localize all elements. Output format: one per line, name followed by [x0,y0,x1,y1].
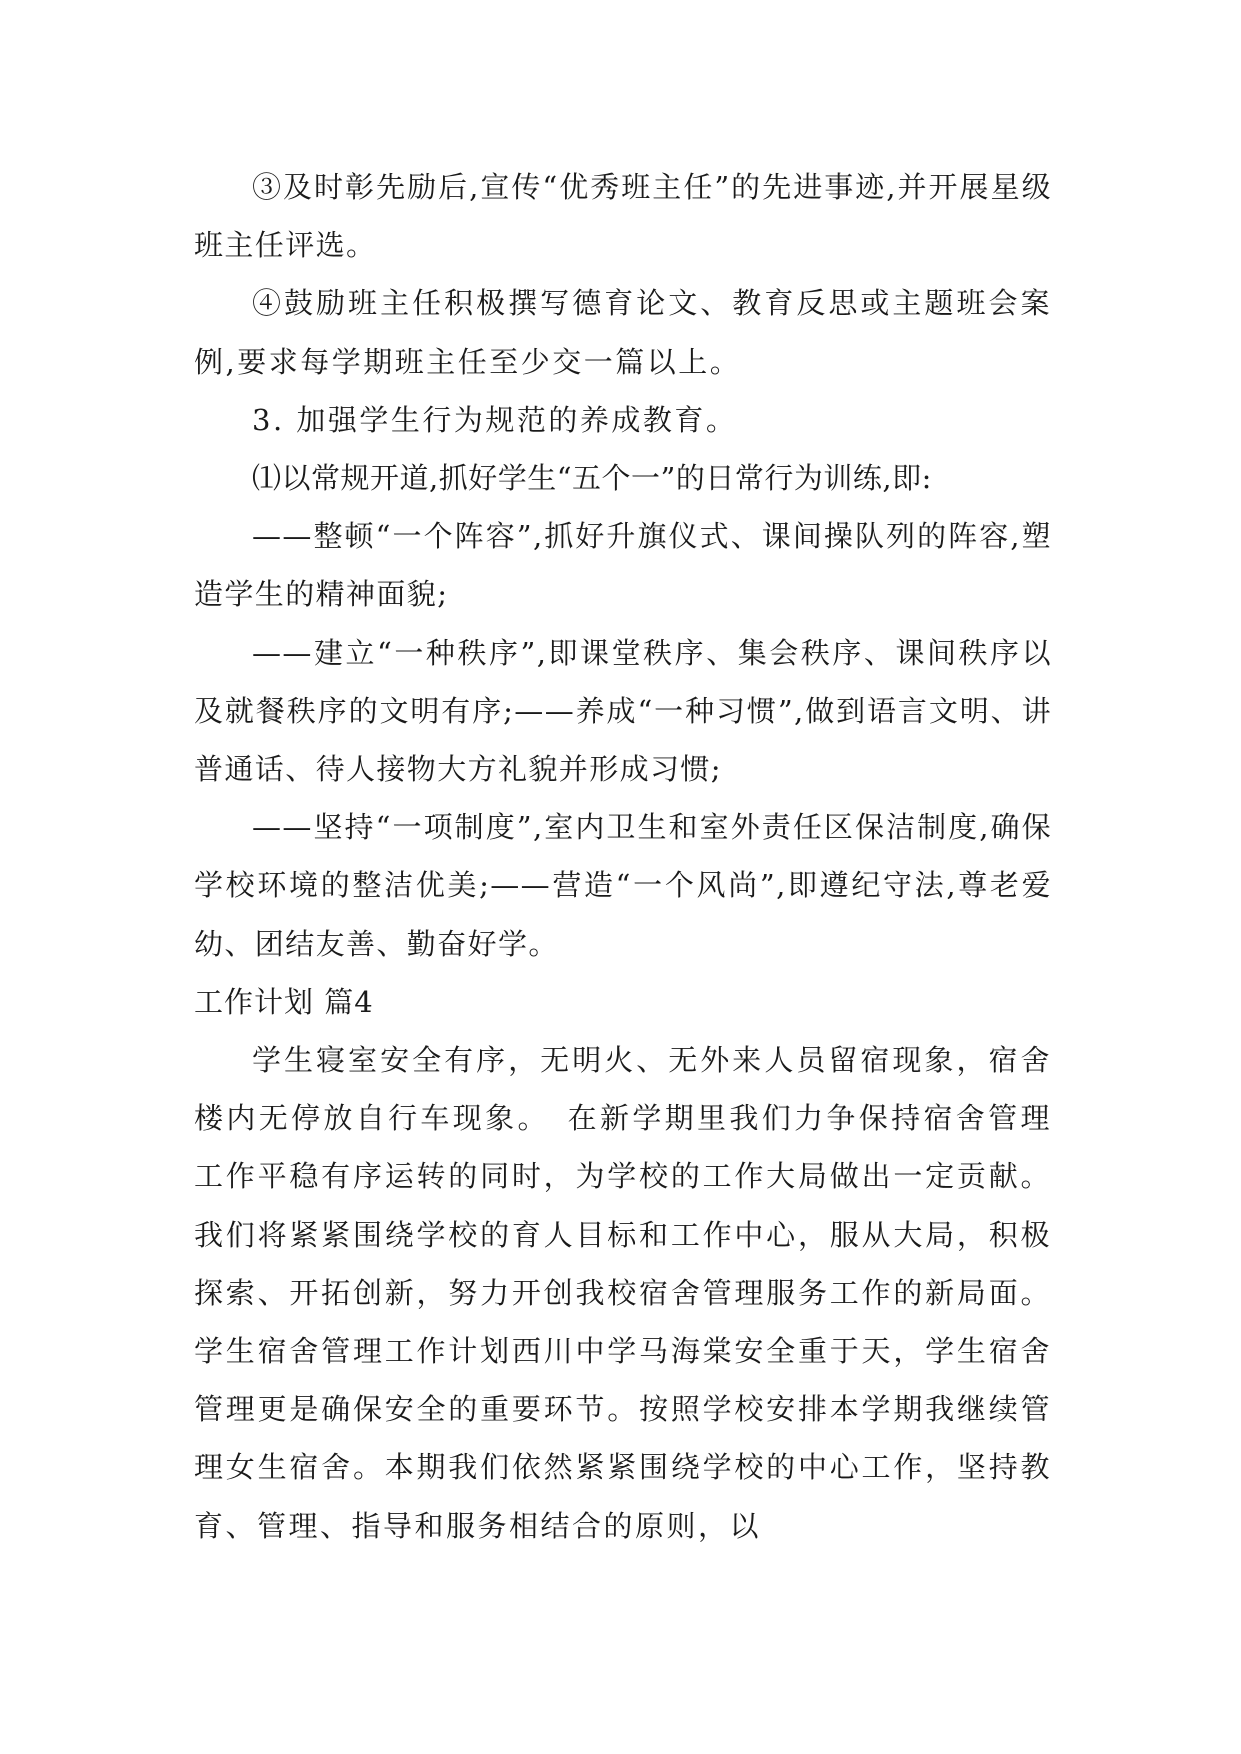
paragraph-system-custom: ——坚持“一项制度”,室内卫生和室外责任区保洁制度,确保学校环境的整洁优美;——营造“一个风尚”,即遵纪守法,尊老爱幼、团结友善、勤奋好学。 [194,810,1052,961]
paragraph-order-habit: ——建立“一种秩序”,即课堂秩序、集会秩序、课间秩序以及就餐秩序的文明有序;——养成“一种习惯”,做到语言文明、讲普通话、待人接物大方礼貌并形成习惯; [194,635,1052,787]
section-heading: 工作计划 篇4 [194,984,374,1019]
paragraph-five-ones: ⑴以常规开道,抓好学生“五个一”的日常行为训练,即: [252,461,932,496]
paragraph-dormitory: 学生寝室安全有序，无明火、无外来人员留宿现象，宿舍楼内无停放自行车现象。 在新学期里我们力争保持宿舍管理工作平稳有序运转的同时，为学校的工作大局做出一定贡献。我们将紧紧围绕学校的育人目标和工作中心，服从大局，积极探索、开拓创新，努力开创我校宿舍管理服务工作的新局面。学生宿舍管理工作计划西川中学马海棠安全重于天，学生宿舍管理更是确保安全的重要环节。按照学校安排本学期我继续管理女生宿舍。本期我们依然紧紧围绕学校的中心工作，坚持教育、管理、指导和服务相结合的原则，以 [194,1043,1052,1543]
paragraph-item-3: 3. 加强学生行为规范的养成教育。 [252,402,738,437]
paragraph-formation: ——整顿“一个阵容”,抓好升旗仪式、课间操队列的阵容,塑造学生的精神面貌; [194,519,1052,612]
paragraph-encourage-writing: ④鼓励班主任积极撰写德育论文、教育反思或主题班会案例,要求每学期班主任至少交一篇以上。 [194,286,1052,379]
paragraph-commend-teachers: ③及时彰先励后,宣传“优秀班主任”的先进事迹,并开展星级班主任评选。 [194,170,1052,263]
document-body [194,158,1052,1555]
